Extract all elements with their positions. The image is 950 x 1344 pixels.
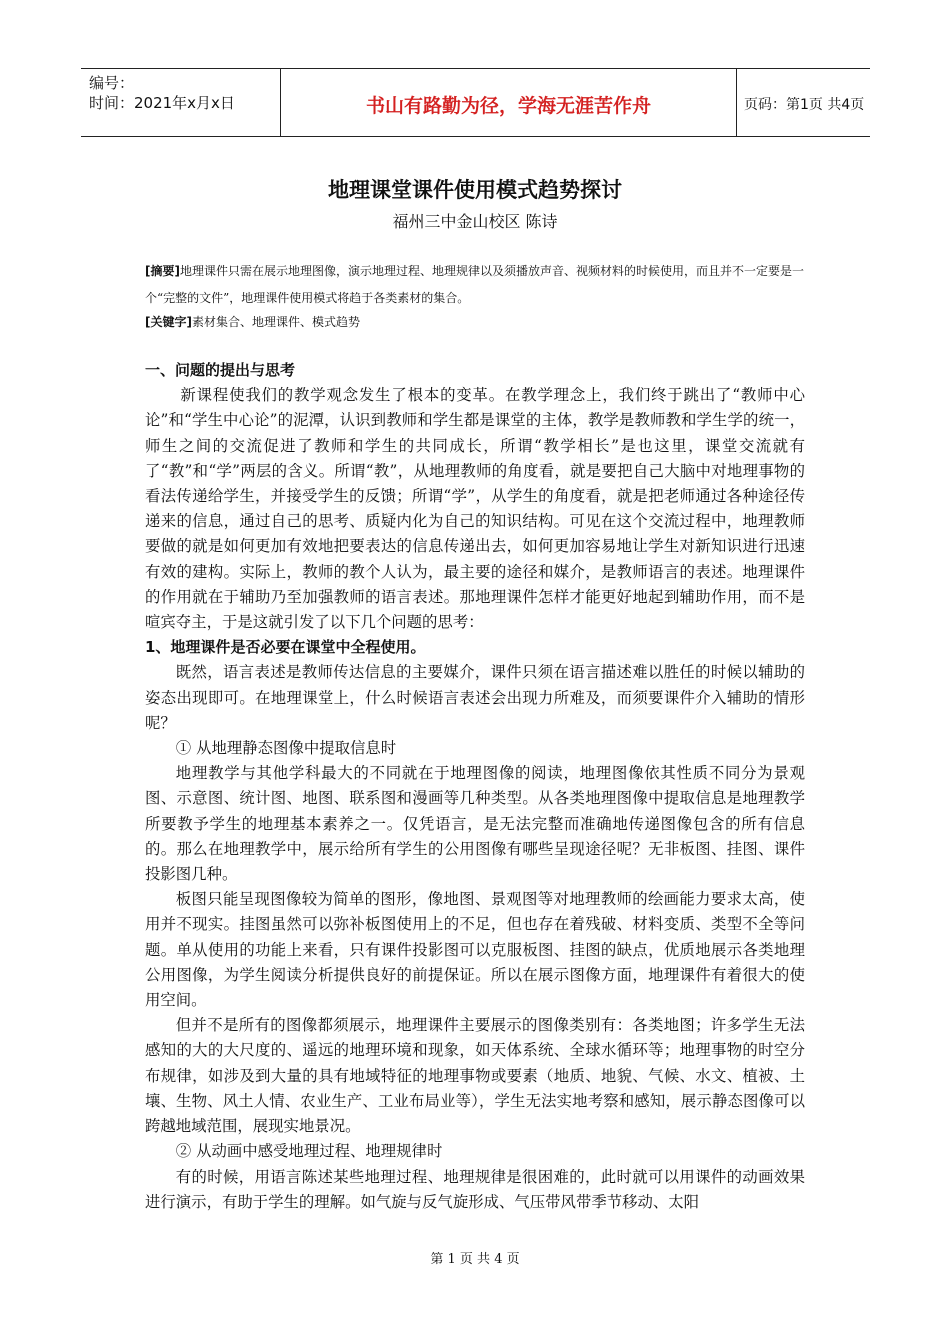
paragraph: 有的时候，用语言陈述某些地理过程、地理规律是很困难的，此时就可以用课件的动画效果进行演示，有助于学生的理解。如气旋与反气旋形成、气压带风带季节移动、太阳 (145, 1167, 805, 1211)
paragraph: 但并不是所有的图像都须展示，地理课件主要展示的图像类别有：各类地图；许多学生无法感知的大的大尺度的、遥远的地理环境和现象，如天体系统、全球水循环等；地理事物的时空分布规律，如涉及到大量的具有地域特征的地理事物或要素（地质、地貌、气候、水文、植被、土壤、生物、风土人情、农业生产、工业布局业等），学生无法实地考察和感知，展示静态图像可以跨越地域范围，展现实地景况。 (145, 1016, 805, 1136)
doc-time-label: 时间：2021年x月x日 (89, 94, 235, 112)
subheading: ① 从地理静态图像中提取信息时 (175, 739, 397, 758)
paragraph: 地理教学与其他学科最大的不同就在于地理图像的阅读，地理图像依其性质不同分为景观图、示意图、统计图、地图、联系图和漫画等几种类型。从各类地理图像中提取信息是地理教学所要教予学生的地理基本素养之一。仅凭语言，是无法完整而准确地传递图像包含的所有信息的。那么在地理教学中，展示给所有学生的公用图像有哪些呈现途径呢？无非板图、挂图、课件投影图几种。 (145, 764, 805, 884)
header-motto-cell (281, 69, 737, 136)
motto-text: 书山有路勤为径，学海无涯苦作舟 (365, 95, 651, 117)
question-heading: 1、地理课件是否必要在课堂中全程使用。 (145, 638, 426, 657)
page-footer: 第 1 页 共 4 页 (430, 1252, 520, 1267)
author-line: 福州三中金山校区 陈诗 (392, 212, 558, 231)
article-body (145, 358, 805, 1215)
keywords (145, 309, 805, 336)
abstract-text: 地理课件只需在展示地理图像，演示地理过程、地理规律以及须播放声音、视频材料的时候使用，而且并不一定要是一个“完整的文件”，地理课件使用模式将趋于各类素材的集合。 (145, 264, 804, 305)
paragraph: 板图只能呈现图像较为简单的图形，像地图、景观图等对地理教师的绘画能力要求太高，使用并不现实。挂图虽然可以弥补板图使用上的不足，但也存在着残破、材料变质、类型不全等问题。单从使用的功能上来看，只有课件投影图可以克服板图、挂图的缺点，优质地展示各类地理公用图像，为学生阅读分析提供良好的前提保证。所以在展示图像方面，地理课件有着很大的使用空间。 (145, 890, 805, 1010)
paragraph: 新课程使我们的教学观念发生了根本的变革。在教学理念上，我们终于跳出了“教师中心论”和“学生中心论”的泥潭，认识到教师和学生都是课堂的主体，教学是教师教和学生学的统一，师生之间的交流促进了教师和学生的共同成长，所谓“教学相长”是也这里，课堂交流就有了“教”和“学”两层的含义。所谓“教”，从地理教师的角度看，就是要把自己大脑中对地理事物的看法传递给学生，并接受学生的反馈；所谓“学”，从学生的角度看，就是把老师通过各种途径传递来的信息，通过自己的思考、质疑内化为自己的知识结构。可见在这个交流过程中，地理教师要做的就是如何更加有效地把要表达的信息传递出去，如何更加容易地让学生对新知识进行迅速有效的建构。实际上，教师的教个人认为，最主要的途径和媒介，是教师语言的表述。地理课件的作用就在于辅助乃至加强教师的语言表述。那地理课件怎样才能更好地起到辅助作用，而不是喧宾夺主，于是这就引发了以下几个问题的思考： (145, 386, 805, 632)
header-meta-cell (81, 69, 281, 136)
abstract (145, 258, 805, 312)
keywords-label: [关键字] (145, 315, 192, 329)
subheading: ② 从动画中感受地理过程、地理规律时 (175, 1142, 443, 1161)
doc-id-label: 编号： (89, 74, 135, 92)
abstract-label: [摘要] (145, 264, 180, 278)
header-table (81, 68, 870, 137)
paragraph: 既然，语言表述是教师传达信息的主要媒介，课件只须在语言描述难以胜任的时候以辅助的姿态出现即可。在地理课堂上，什么时候语言表述会出现力所难及，而须要课件介入辅助的情形呢？ (145, 663, 805, 732)
page-info: 页码：第1页 共4页 (744, 97, 865, 113)
section-heading: 一、问题的提出与思考 (145, 361, 296, 379)
keywords-text: 素材集合、地理课件、模式趋势 (191, 315, 360, 329)
header-page-cell (737, 69, 870, 136)
page-title: 地理课堂课件使用模式趋势探讨 (328, 178, 622, 202)
